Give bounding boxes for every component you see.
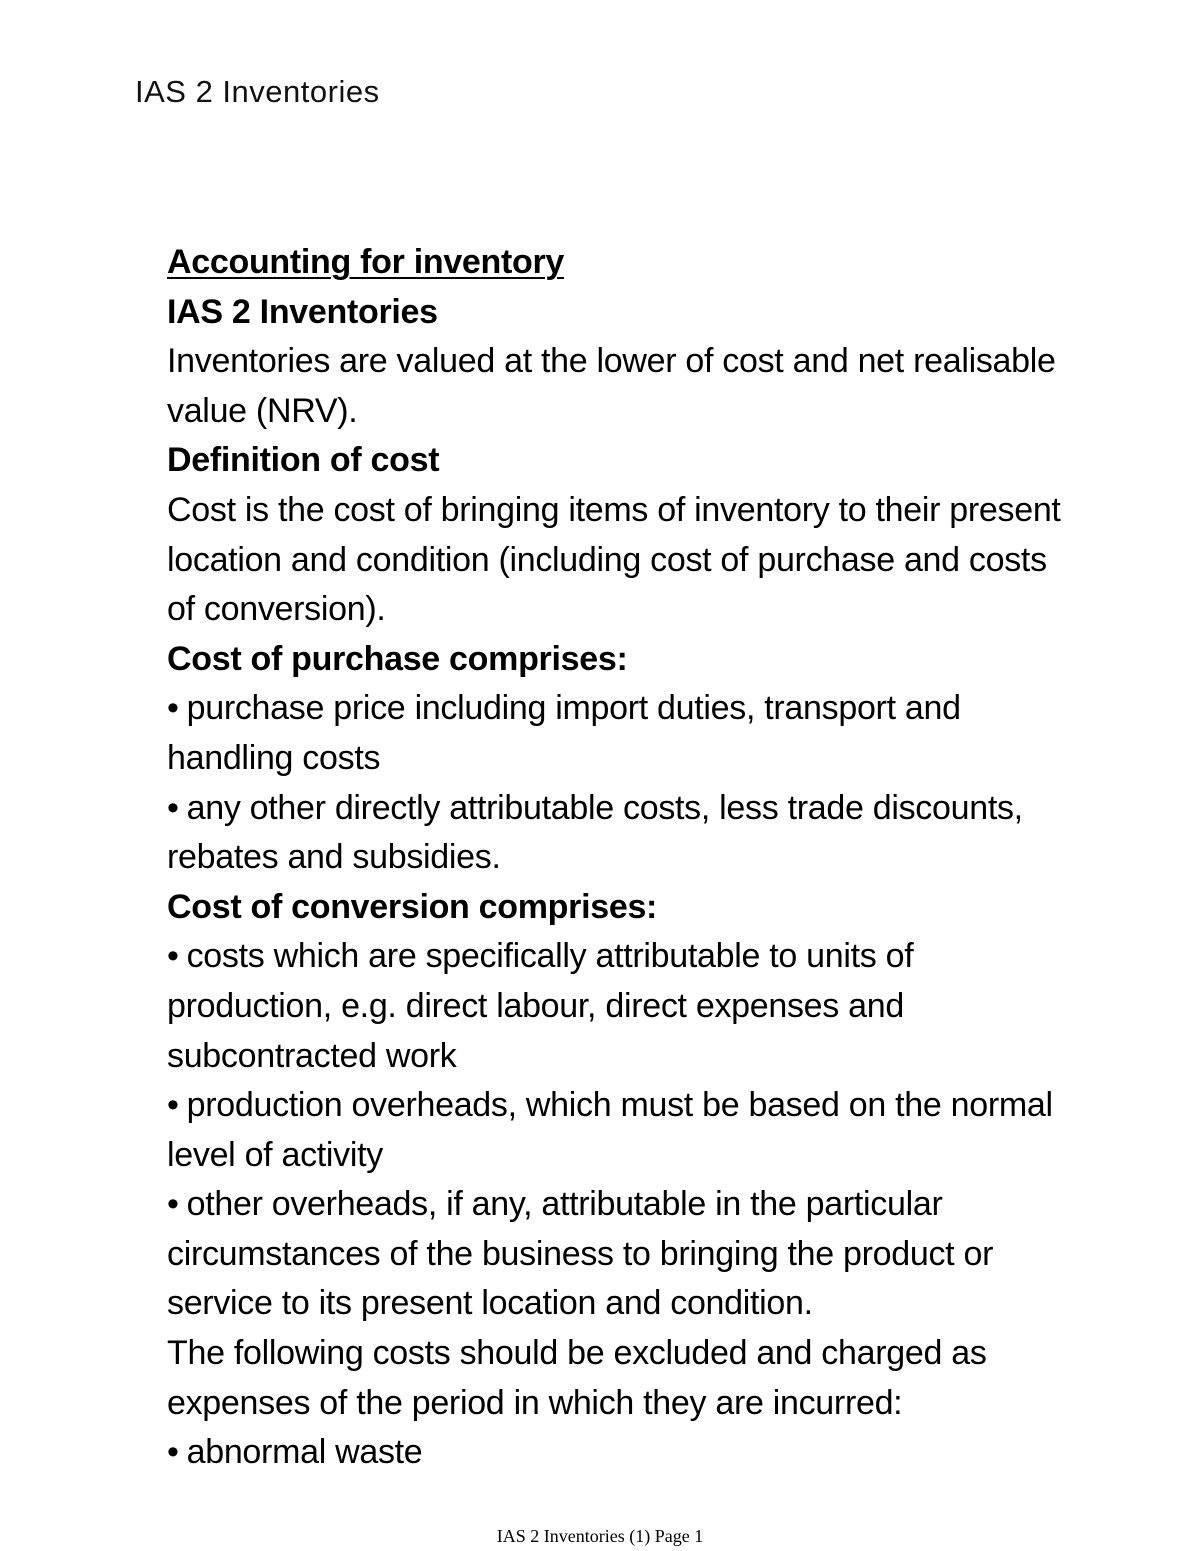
bullet-continuation: handling costs bbox=[167, 738, 381, 777]
conversion-heading: Cost of conversion comprises: bbox=[167, 887, 658, 926]
bullet-continuation: production, e.g. direct labour, direct expenses and bbox=[167, 986, 904, 1025]
bullet-text: other overheads, if any, attributable in the particular bbox=[186, 1185, 943, 1224]
definition-heading: Definition of cost bbox=[167, 441, 440, 480]
bullet-item bbox=[167, 784, 1187, 834]
page-header-title: IAS 2 Inventories bbox=[135, 74, 380, 109]
bullet-icon: • bbox=[167, 788, 179, 827]
bullet-item bbox=[167, 684, 1187, 734]
bullet-item bbox=[167, 932, 1187, 982]
bullet-text: production overheads, which must be based on the normal bbox=[186, 1086, 1053, 1125]
subtitle: IAS 2 Inventories bbox=[167, 292, 438, 331]
bullet-continuation: circumstances of the business to bringing the product or bbox=[167, 1234, 994, 1273]
bullet-text: costs which are specifically attributable to units of bbox=[186, 937, 914, 976]
bullet-item bbox=[167, 1428, 1187, 1478]
bullet-continuation: level of activity bbox=[167, 1135, 383, 1174]
bullet-icon: • bbox=[167, 1086, 179, 1125]
bullet-icon: • bbox=[167, 1185, 179, 1224]
bullet-text: purchase price including import duties, transport and bbox=[186, 689, 961, 728]
bullet-text: any other directly attributable costs, less trade discounts, bbox=[186, 788, 1023, 827]
bullet-continuation: subcontracted work bbox=[167, 1036, 457, 1075]
intro-line-1: Inventories are valued at the lower of cost and net realisable bbox=[167, 342, 1056, 381]
page-footer: IAS 2 Inventories (1) Page 1 bbox=[496, 1526, 704, 1546]
excluded-line-2: expenses of the period in which they are incurred: bbox=[167, 1383, 903, 1422]
bullet-text: abnormal waste bbox=[186, 1433, 423, 1472]
section-title: Accounting for inventory bbox=[167, 243, 565, 281]
bullet-continuation: rebates and subsidies. bbox=[167, 838, 501, 877]
bullet-icon: • bbox=[167, 937, 179, 976]
bullet-icon: • bbox=[167, 1433, 179, 1472]
purchase-heading: Cost of purchase comprises: bbox=[167, 639, 628, 678]
intro-line-2: value (NRV). bbox=[167, 391, 358, 430]
bullet-item bbox=[167, 1081, 1187, 1131]
definition-line-1: Cost is the cost of bringing items of inventory to their present bbox=[167, 490, 1061, 529]
bullet-icon: • bbox=[167, 689, 179, 728]
definition-line-2: location and condition (including cost of purchase and costs bbox=[167, 540, 1047, 579]
definition-line-3: of conversion). bbox=[167, 590, 386, 629]
bullet-continuation: service to its present location and condition. bbox=[167, 1284, 813, 1323]
excluded-line-1: The following costs should be excluded and charged as bbox=[167, 1334, 987, 1373]
document-body bbox=[167, 238, 1187, 1478]
bullet-item bbox=[167, 1180, 1187, 1230]
